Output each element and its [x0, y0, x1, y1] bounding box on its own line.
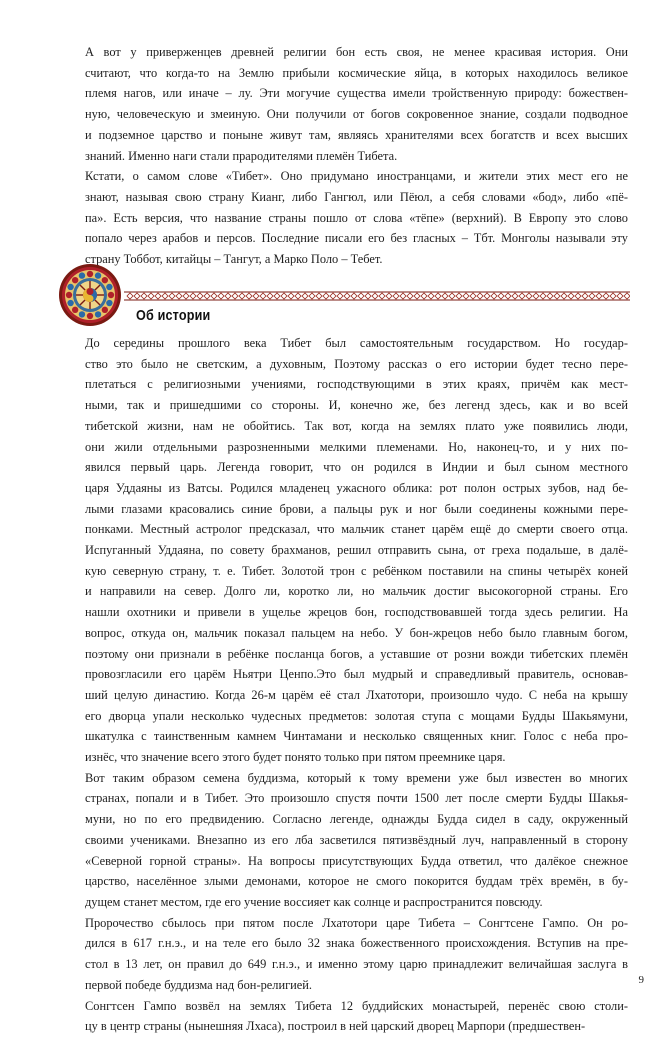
page-number: 9	[638, 974, 644, 986]
text-line: ную, человеческую и змеиную. Они получили от богов сокровенное знание, создали подводное	[85, 107, 628, 122]
text-line: па». Есть версия, что название страны пошло от слова «тёпе» (верхний). В Европу это слово	[85, 210, 628, 225]
text-line: первой победе буддизма над бон-религией.	[85, 977, 313, 992]
text-line: знают, называя свою страну Кианг, либо Гангюл, или Пёюл, а себя словами «бод», либо «пё-	[85, 189, 628, 204]
text-line: племя нагов, или иначе – лу. Эти могучие существа имели тройственную природу: божествен-	[85, 86, 628, 101]
text-line: стол в 13 лет, он правил до 649 г.н.э., и именно этому царю принадлежит величайшая заслуга в	[85, 957, 628, 972]
text-line: изнёс, что значение всего этого будет понято только при пятом преемнике царя.	[85, 750, 506, 765]
paragraph	[62, 333, 628, 768]
text-line: и направили на север. Долго ли, коротко ли, но мальчик достиг высокогорной страны. Его	[85, 584, 628, 599]
text-line: страну Тоббот, китайцы – Тангут, а Марко Поло – Тебет.	[85, 252, 383, 267]
text-line: Испуганный Уддаяна, по совету брахманов, решил отправить сына, от греха подальше, в далё-	[85, 543, 628, 558]
text-line: лыми глазами красовались синие брови, а пальцы рук и ног были соединены кожными пере-	[85, 501, 628, 516]
text-line: явился первый царь. Легенда говорит, что он родился в Индии и был сыном местного	[85, 460, 628, 475]
text-line: странах, попали и в Тибет. Это произошло спустя почти 1500 лет после смерти Будды Шакья-	[85, 791, 628, 806]
text-line: ными, так и пришедшими со стороны. И, конечно же, без легенд здесь, как и во всей	[85, 398, 628, 413]
paragraph	[62, 768, 628, 913]
text-line: Вот таким образом семена буддизма, который к тому времени уже был известен во многих	[85, 770, 628, 785]
text-line: они жили отдельными разрозненными мелкими племенами. Но, наконец-то, и у них по-	[85, 439, 628, 454]
text-line: нашли охотники и привели в ущелье жрецов бон, господствовавшей тогда здесь религии. На	[85, 605, 628, 620]
text-line: Пророчество сбылось при пятом после Лхатотори царе Тибета – Сонгтсене Гампо. Он ро-	[85, 915, 628, 930]
text-line: ство это было не светским, а духовным, Поэтому рассказ о его истории будет тесно пере-	[85, 356, 628, 371]
text-line: ший целую династию. Когда 26-м царём её стал Лхатотори, произошло чудо. С неба на крышу	[85, 687, 628, 702]
text-line: его дворца упали несколько чудесных предметов: золотая ступа с мощами Будды Шакьямуни,	[85, 708, 628, 723]
ornamental-border-strip	[124, 291, 630, 301]
text-line: плетаться с религиозными учениями, господствующими в этих краях, причём как мест-	[85, 377, 628, 392]
text-line: Кстати, о самом слове «Тибет». Оно придумано иностранцами, и жители этих мест его не	[85, 169, 628, 184]
text-line: провозгласили его царём Ньятри Ценпо.Это был мудрый и справедливый правитель, основав-	[85, 667, 628, 682]
text-line: До середины прошлого века Тибет был самостоятельным государством. Но государ-	[85, 336, 628, 350]
dharma-wheel-emblem-icon	[58, 263, 122, 327]
text-line: и подземное царство и поныне живут там, являясь хранителями всех богатств и всех высших	[85, 127, 628, 142]
text-line: знаний. Именно наги стали прародителями племён Тибета.	[85, 148, 398, 163]
text-line: дущем станет местом, где его учение воссияет как солнце и распространится повсюду.	[85, 894, 543, 909]
paragraph	[62, 996, 628, 1037]
text-line: тибетской жизни, нам не обойтись. Так вот, когда на землях плато уже появились люди,	[85, 418, 628, 433]
text-line: вопрос, откуда он, мальчик показал пальцем на небо. У бон-жрецов небо было главным богом,	[85, 625, 628, 640]
text-line: муни, но по его предвидению. Согласно легенде, однажды Будда сидел в саду, окруженный	[85, 812, 628, 827]
section-title: Об истории	[136, 307, 211, 324]
text-line: понками. Местный астролог предсказал, что мальчик станет царём ещё до смерти своего отца.	[85, 522, 628, 537]
intro-text	[62, 42, 628, 270]
paragraph	[62, 166, 628, 270]
text-line: кую северную страну, т. е. Тибет. Золотой трон с ребёнком поставили на спины четырёх коней	[85, 563, 628, 578]
paragraph	[62, 42, 628, 166]
text-line: поэтому они признали в ребёнке посланца богов, а уставшие от розни вожди тибетских племён	[85, 646, 628, 661]
text-line: царя Уддаяны из Ватсы. Родился младенец ужасного облика: рот полон острых зубов, над бе-	[85, 480, 628, 495]
text-line: своими учениками. Внезапно из его лба засветился пятизвёздный луч, направленный в сторону	[85, 832, 628, 847]
text-line: шкатулка с таинственным камнем Чинтамани и несколько священных книг. Голос с неба про-	[85, 729, 628, 744]
text-line: «Северной горной страны». На вопросы присутствующих Будда ответил, что далёкое снежное	[85, 853, 628, 868]
text-line: считают, что когда-то на Землю прибыли космические яйца, в которых находилось великое	[85, 65, 628, 80]
text-line: дился в 617 г.н.э., и на теле его было 32 знака божественного происхождения. Вступив на пре-	[85, 936, 628, 951]
text-line: цу в центр страны (нынешняя Лхаса), построил в ней царский дворец Марпори (предшествен-	[85, 1019, 586, 1034]
paragraph	[62, 913, 628, 996]
text-line: А вот у приверженцев древней религии бон есть своя, не менее красивая история. Они	[85, 45, 628, 59]
section-heading	[58, 263, 630, 333]
text-line: царство, населённое злыми демонами, которое не смого покорится буддам трёх времён, в бу-	[85, 874, 628, 889]
text-line: попало через арабов и персов. Последние писали его без гласных – Тбт. Монголы называли эту	[85, 231, 628, 246]
text-line: Сонгтсен Гампо возвёл на землях Тибета 12 буддийских монастырей, перенёс свою столи-	[85, 998, 628, 1013]
body-text	[62, 333, 628, 1037]
